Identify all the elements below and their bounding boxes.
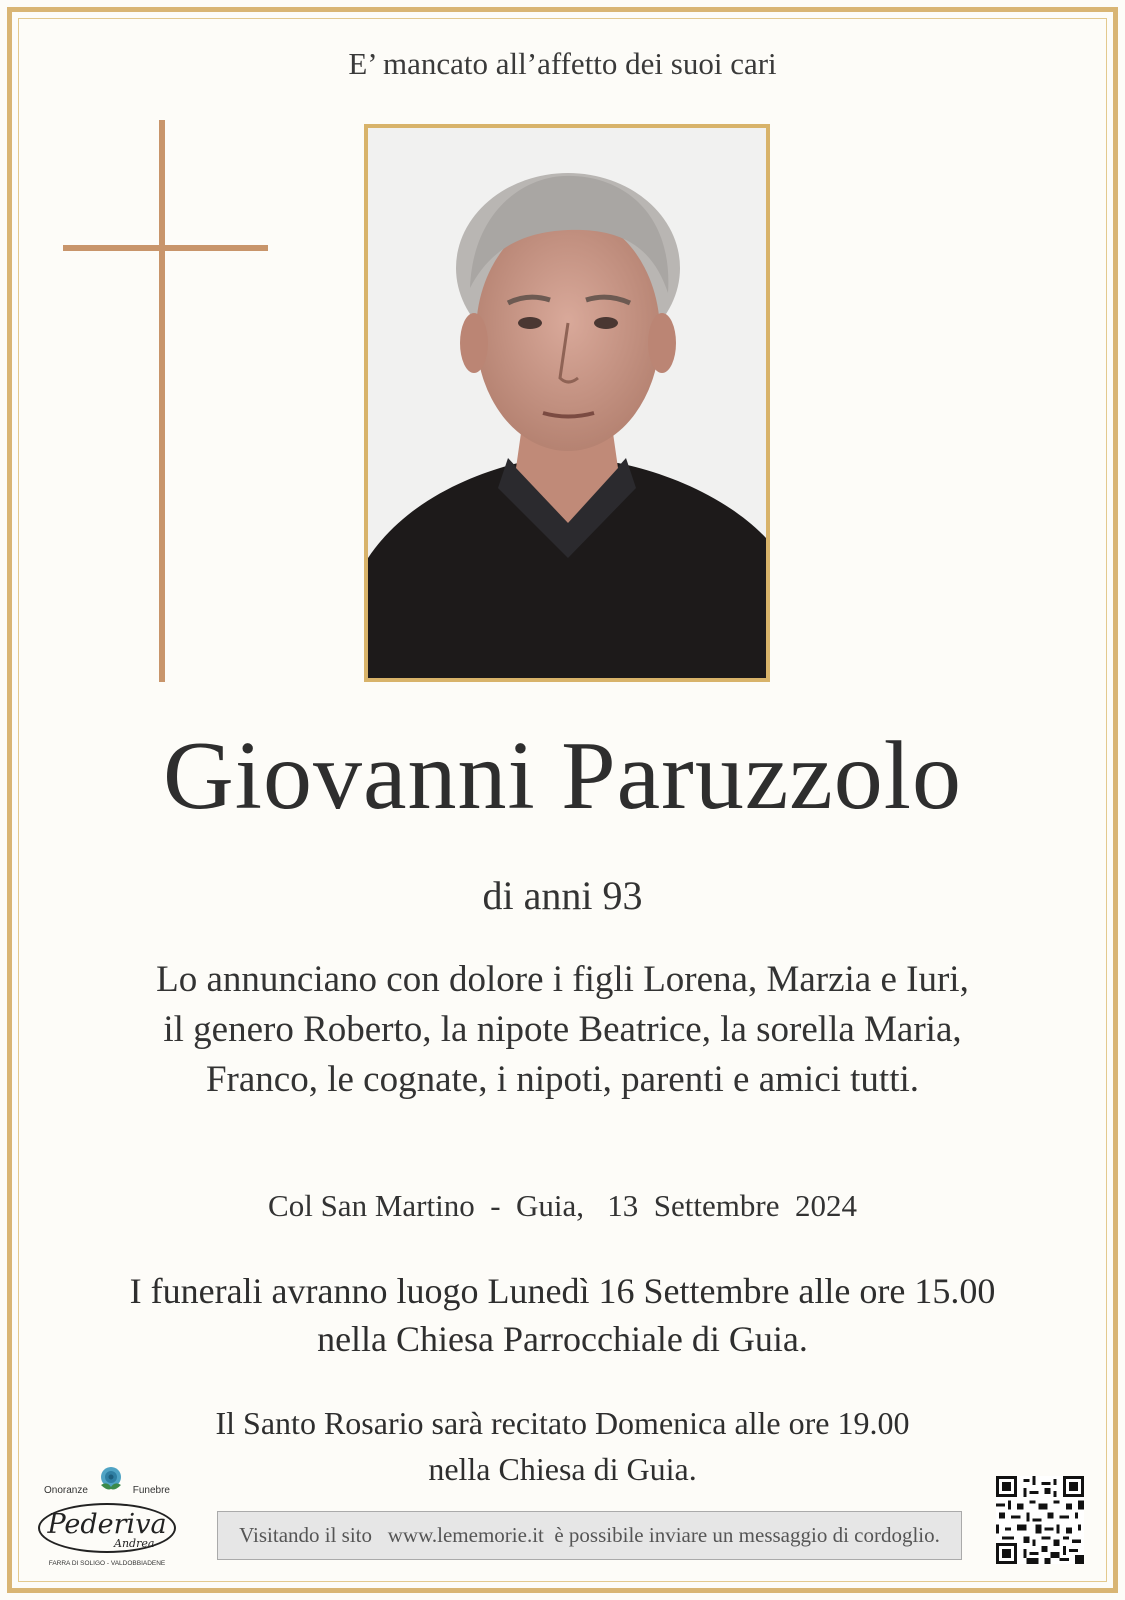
portrait-photo	[364, 124, 770, 682]
rosary-line: nella Chiesa di Guia.	[428, 1451, 697, 1487]
visit-site-banner: Visitando il sito www.lememorie.it è possibile inviare un messaggio di cordoglio.	[217, 1511, 962, 1560]
logo-subname: Andrea	[114, 1537, 155, 1550]
deceased-name: Giovanni Paruzzolo	[162, 722, 963, 830]
cross-icon-horizontal	[63, 245, 268, 251]
logo-text-funebre: Funebre	[132, 1485, 170, 1496]
announcement-block	[40, 955, 1085, 1105]
qr-code-icon[interactable]	[996, 1476, 1084, 1564]
funeral-home-logo	[32, 1465, 182, 1575]
announcement-line: il genero Roberto, la nipote Beatrice, la sorella Maria,	[163, 1009, 962, 1050]
logo-text-onoranze: Onoranze	[44, 1485, 88, 1496]
cross-icon-vertical	[159, 120, 165, 682]
logo-locations: FARRA DI SOLIGO - VALDOBBIADENE	[48, 1560, 166, 1567]
deceased-age: di anni 93	[482, 873, 643, 918]
logo-name: Pederiva	[47, 1509, 167, 1540]
funeral-info	[30, 1267, 1095, 1363]
rosary-line: Il Santo Rosario sarà recitato Domenica alle ore 19.00	[215, 1405, 910, 1441]
announcement-line: Franco, le cognate, i nipoti, parenti e amici tutti.	[205, 1059, 920, 1100]
place-and-date: Col San Martino - Guia, 13 Settembre 2024	[268, 1188, 857, 1223]
funeral-line: I funerali avranno luogo Lunedì 16 Settembre alle ore 15.00	[129, 1271, 996, 1311]
announcement-line: Lo annunciano con dolore i figli Lorena, Marzia e Iuri,	[156, 959, 969, 1000]
intro-text: E’ mancato all’affetto dei suoi cari	[348, 46, 777, 81]
funeral-line: nella Chiesa Parrocchiale di Guia.	[317, 1319, 808, 1359]
